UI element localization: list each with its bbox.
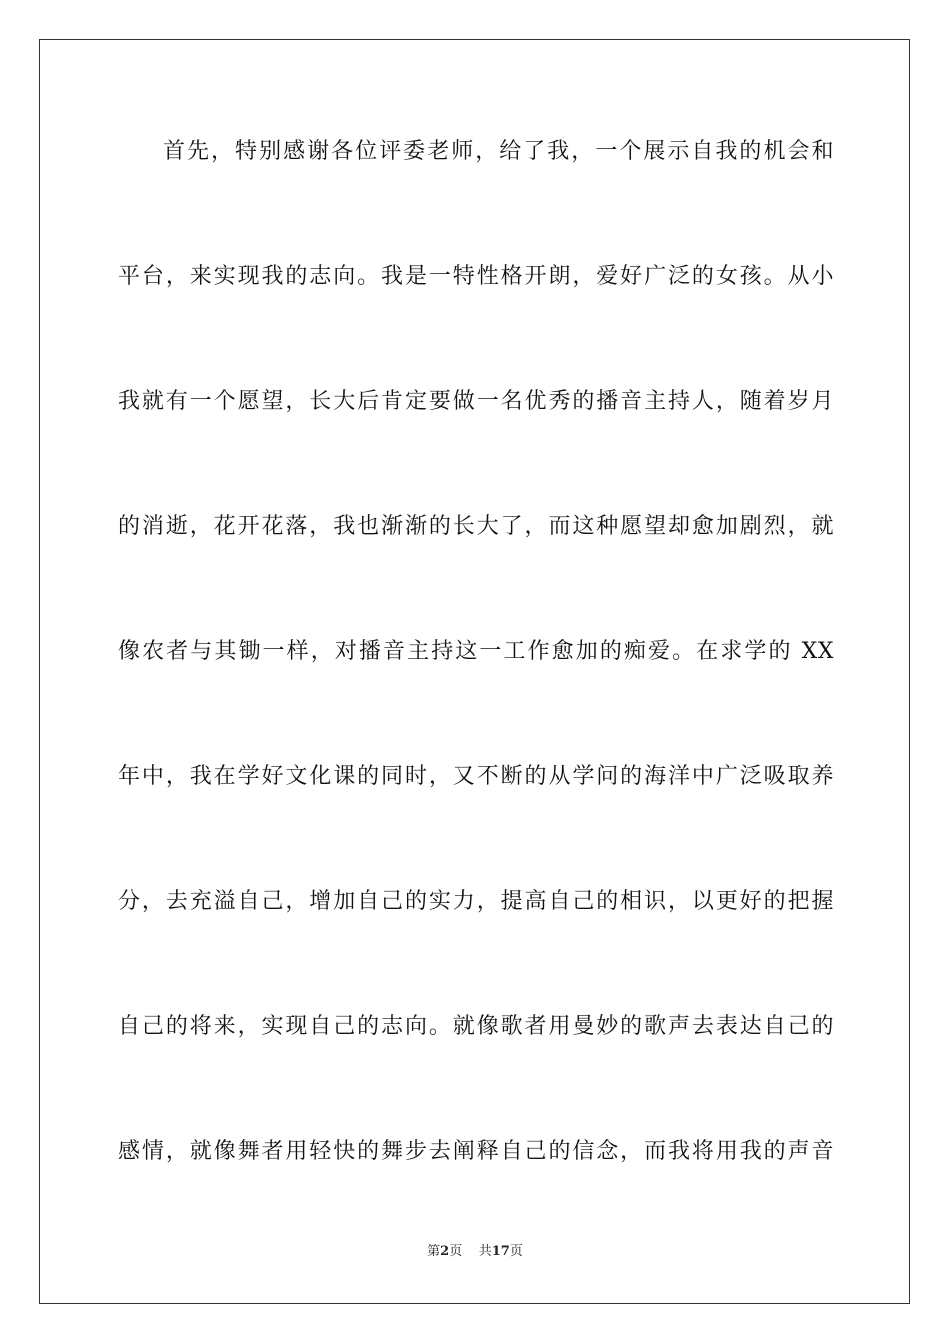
footer-page-prefix: 第 <box>427 1244 441 1259</box>
paragraph-line-6: 年中，我在学好文化课的同时，又不断的从学问的海洋中广泛吸取养 <box>118 764 834 789</box>
paragraph-line-2: 平台，来实现我的志向。我是一特性格开朗，爱好广泛的女孩。从小 <box>118 264 834 289</box>
footer-page-suffix: 页 <box>449 1244 463 1259</box>
page-border <box>39 39 910 1304</box>
paragraph-line-1: 首先，特别感谢各位评委老师，给了我，一个展示自我的机会和 <box>163 139 834 164</box>
footer-total-number: 17 <box>491 1244 510 1259</box>
footer-total-suffix: 页 <box>509 1244 523 1259</box>
paragraph-line-7: 分，去充溢自己，增加自己的实力，提高自己的相识，以更好的把握 <box>118 889 834 914</box>
paragraph-line-5: 像农者与其锄一样，对播音主持这一工作愈加的痴爱。在求学的 XX <box>118 639 834 664</box>
paragraph-line-9: 感情，就像舞者用轻快的舞步去阐释自己的信念，而我将用我的声音 <box>118 1139 834 1164</box>
footer-total-prefix: 共 <box>478 1244 492 1259</box>
page-footer <box>0 1243 950 1261</box>
paragraph-line-3: 我就有一个愿望，长大后肯定要做一名优秀的播音主持人，随着岁月 <box>118 389 834 414</box>
paragraph-line-8: 自己的将来，实现自己的志向。就像歌者用曼妙的歌声去表达自己的 <box>118 1014 834 1039</box>
paragraph-line-4: 的消逝，花开花落，我也渐渐的长大了，而这种愿望却愈加剧烈，就 <box>118 514 834 539</box>
footer-page-number: 2 <box>440 1244 450 1259</box>
